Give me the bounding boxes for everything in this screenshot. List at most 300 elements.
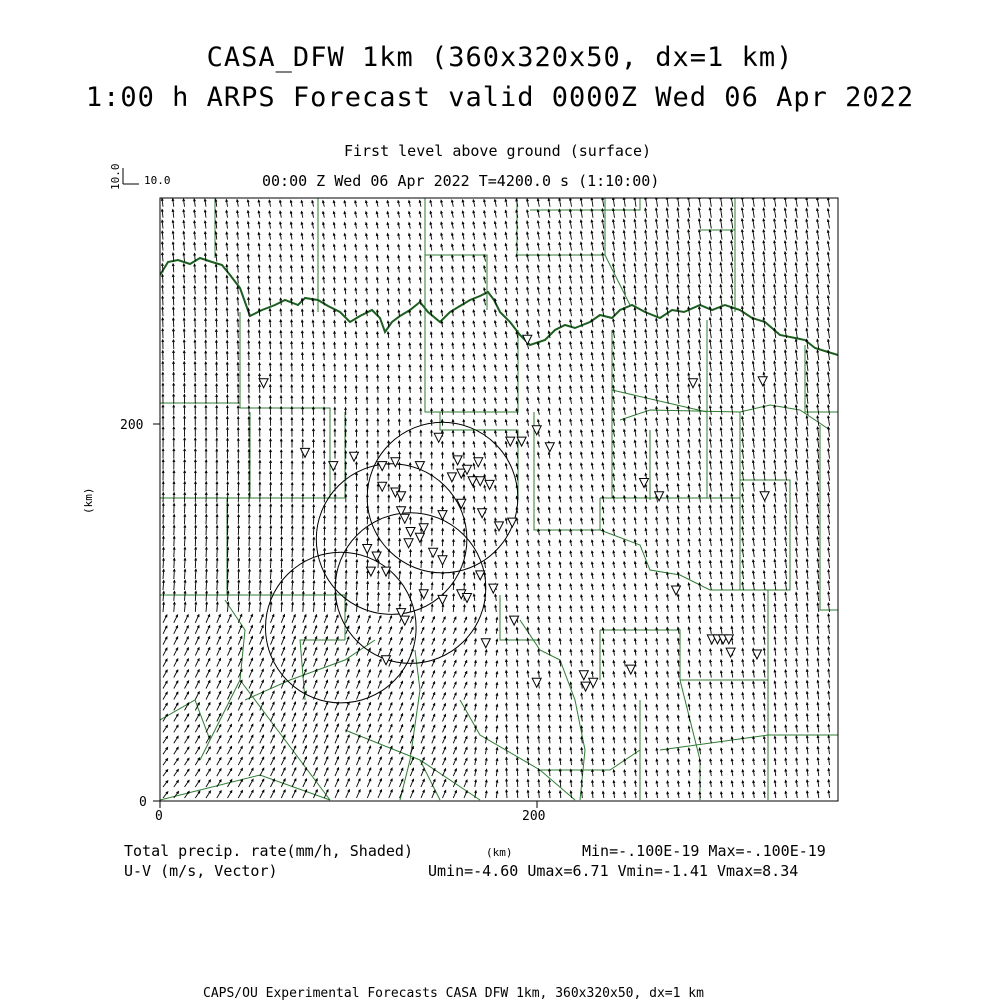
wind-vector <box>431 561 433 568</box>
wind-vector <box>591 485 593 491</box>
wind-vector <box>430 211 432 217</box>
wind-vector <box>709 252 711 262</box>
wind-vector <box>623 308 625 316</box>
wind-vector <box>742 384 744 393</box>
wind-vector <box>634 363 636 371</box>
wind-vector <box>634 694 636 700</box>
wind-vector <box>421 747 424 755</box>
wind-vector <box>752 340 754 350</box>
wind-vector <box>389 703 392 711</box>
wind-vector <box>357 670 360 678</box>
wind-vector <box>645 781 647 787</box>
wind-vector <box>409 245 411 251</box>
wind-vector <box>656 418 658 426</box>
wind-vector <box>344 277 346 283</box>
wind-vector <box>570 353 572 360</box>
wind-vector <box>216 537 218 547</box>
wind-vector <box>324 757 328 765</box>
wind-vector <box>377 571 379 579</box>
wind-vector <box>431 604 433 612</box>
wind-vector <box>365 212 367 218</box>
wind-vector <box>613 694 615 700</box>
wind-vector <box>656 617 658 623</box>
wind-vector <box>473 562 475 568</box>
wind-vector <box>634 418 636 425</box>
wind-vector <box>258 254 260 261</box>
wind-vector <box>570 769 572 776</box>
wind-vector <box>548 474 550 480</box>
wind-vector <box>441 354 443 360</box>
wind-vector <box>591 209 593 218</box>
wind-vector <box>742 571 744 579</box>
wind-vector <box>548 693 550 700</box>
wind-vector <box>324 768 328 776</box>
wind-vector <box>302 407 304 415</box>
wind-vector <box>484 332 486 338</box>
wind-vector <box>710 660 712 667</box>
wind-vector <box>259 515 261 524</box>
wind-vector <box>162 449 164 459</box>
wind-vector <box>580 463 582 469</box>
wind-vector <box>538 769 540 776</box>
wind-vector <box>806 526 808 535</box>
wind-vector <box>731 197 733 207</box>
wind-vector <box>313 472 315 480</box>
wind-vector <box>226 297 228 305</box>
wind-vector <box>688 627 690 634</box>
wind-vector <box>247 222 249 229</box>
wind-vector <box>763 704 765 711</box>
wind-vector <box>398 288 400 294</box>
wind-vector <box>323 223 325 229</box>
wind-vector <box>602 386 604 393</box>
wind-vector <box>346 681 349 689</box>
wind-vector <box>420 365 422 371</box>
wind-vector <box>655 241 657 250</box>
wind-vector <box>421 660 424 667</box>
wind-vector <box>400 703 403 710</box>
wind-vector <box>451 222 453 228</box>
wind-vector <box>731 329 733 339</box>
wind-vector <box>602 661 604 667</box>
wind-vector <box>742 638 744 645</box>
wind-vector <box>527 254 529 261</box>
wind-vector <box>731 230 733 240</box>
wind-vector <box>709 351 711 360</box>
wind-vector <box>183 329 185 338</box>
wind-vector <box>516 638 518 645</box>
wind-vector <box>431 441 433 447</box>
wind-legend-label: U-V (m/s, Vector) <box>124 862 278 880</box>
wind-vector <box>420 398 422 404</box>
wind-vector <box>806 791 808 798</box>
wind-vector <box>215 330 217 338</box>
wind-vector <box>162 340 164 349</box>
wind-vector <box>172 210 174 218</box>
wind-vector <box>485 693 487 699</box>
wind-vector <box>731 296 733 306</box>
wind-vector <box>205 406 207 415</box>
wind-vector <box>570 342 572 349</box>
wind-vector <box>817 482 819 492</box>
wind-vector <box>398 245 400 251</box>
wind-vector <box>827 252 829 261</box>
wind-vector <box>410 725 413 732</box>
wind-vector <box>463 387 465 393</box>
wind-vector <box>763 516 765 525</box>
wind-vector <box>570 254 572 262</box>
wind-vector <box>602 330 604 338</box>
wind-vector <box>237 308 239 316</box>
wind-vector <box>527 232 529 239</box>
wind-vector <box>238 548 240 558</box>
wind-vector <box>785 416 787 426</box>
wind-vector <box>271 615 274 623</box>
wind-vector <box>559 715 561 722</box>
wind-vector <box>667 781 669 787</box>
wind-vector <box>506 703 508 710</box>
wind-vector <box>335 615 338 623</box>
wind-vector <box>559 276 561 284</box>
wind-vector <box>464 747 467 754</box>
wind-vector <box>623 319 625 327</box>
wind-vector <box>527 758 529 765</box>
wind-vector <box>377 528 379 536</box>
wind-vector <box>699 561 701 568</box>
wind-vector <box>430 343 432 349</box>
wind-vector <box>538 573 540 579</box>
wind-vector <box>324 603 326 612</box>
wind-vector <box>796 747 798 754</box>
wind-vector <box>774 383 776 393</box>
wind-vector <box>216 362 218 371</box>
wind-vector <box>313 592 315 601</box>
wind-vector <box>443 617 446 623</box>
wind-vector <box>410 703 413 710</box>
wind-vector <box>259 385 261 393</box>
wind-vector <box>195 602 197 612</box>
wind-vector <box>260 768 264 776</box>
wind-vector <box>827 220 829 229</box>
wind-vector <box>463 453 465 459</box>
wind-vector <box>591 715 593 721</box>
wind-vector <box>774 560 776 568</box>
wind-vector <box>634 595 636 601</box>
wind-vector <box>484 233 486 240</box>
wind-vector <box>634 440 636 447</box>
wind-vector <box>613 319 615 327</box>
wind-vector <box>366 375 368 382</box>
wind-vector <box>612 231 614 240</box>
wind-vector <box>591 253 593 261</box>
wind-vector <box>677 561 679 568</box>
wind-vector <box>731 792 733 798</box>
wind-vector <box>602 726 604 732</box>
wind-vector <box>828 736 830 744</box>
wind-vector <box>516 703 518 710</box>
wind-vector <box>248 569 250 579</box>
wind-vector <box>742 759 744 765</box>
wind-vector <box>313 570 315 579</box>
wind-vector <box>742 351 744 361</box>
wind-vector <box>709 539 711 547</box>
wind-vector <box>420 376 422 382</box>
wind-vector <box>431 398 433 404</box>
wind-vector <box>388 495 390 502</box>
wind-vector <box>570 671 572 677</box>
wind-vector <box>496 694 498 700</box>
wind-vector <box>226 384 228 393</box>
wind-vector <box>271 746 275 754</box>
wind-vector <box>538 791 540 798</box>
wind-vector <box>463 431 465 437</box>
wind-vector <box>785 460 787 469</box>
wind-vector <box>548 464 550 470</box>
wind-vector <box>248 298 250 306</box>
wind-vector <box>238 636 242 644</box>
wind-vector <box>784 230 786 240</box>
wind-vector <box>731 583 733 591</box>
wind-vector <box>473 442 475 448</box>
wind-vector <box>271 779 275 787</box>
wind-vector <box>172 286 174 295</box>
wind-vector <box>570 661 572 667</box>
wind-vector <box>527 398 529 404</box>
wind-vector <box>742 483 744 492</box>
wind-vector <box>581 518 583 524</box>
wind-vector <box>505 321 507 327</box>
wind-vector <box>828 691 830 699</box>
wind-vector <box>333 212 335 218</box>
wind-vector <box>355 223 357 229</box>
wind-vector <box>613 595 615 601</box>
wind-vector <box>613 374 615 382</box>
wind-vector <box>602 231 604 240</box>
wind-vector <box>580 276 582 284</box>
wind-vector <box>677 759 679 765</box>
wind-vector <box>538 758 540 765</box>
wind-vector <box>432 704 435 711</box>
wind-vector <box>581 474 583 480</box>
wind-vector <box>763 329 765 339</box>
wind-vector <box>559 584 561 590</box>
wind-vector <box>731 781 733 787</box>
wind-vector <box>828 702 830 710</box>
wind-vector <box>505 398 507 404</box>
wind-vector <box>303 735 307 743</box>
wind-vector <box>527 704 529 711</box>
wind-vector <box>292 615 295 623</box>
wind-vector <box>355 354 357 361</box>
wind-vector <box>634 628 636 634</box>
wind-vector <box>645 219 647 228</box>
wind-vector <box>774 318 776 328</box>
wind-vector <box>259 580 261 590</box>
wind-vector <box>774 197 776 206</box>
wind-vector <box>505 573 507 579</box>
wind-vector <box>505 551 507 557</box>
wind-vector <box>720 538 722 546</box>
wind-vector <box>334 516 336 524</box>
wind-vector <box>323 233 325 239</box>
wind-vector <box>462 321 464 327</box>
wind-vector <box>399 550 401 558</box>
wind-vector <box>409 256 411 262</box>
wind-vector <box>419 223 421 229</box>
wind-vector <box>292 779 296 787</box>
wind-vector <box>313 461 315 469</box>
wind-vector <box>774 208 776 218</box>
wind-vector <box>720 406 722 415</box>
wind-vector <box>591 628 593 634</box>
wind-vector <box>624 584 626 590</box>
wind-vector <box>742 582 744 590</box>
wind-vector <box>634 242 636 251</box>
wind-vector <box>828 471 830 481</box>
wind-vector <box>204 264 206 272</box>
wind-vector <box>228 736 232 744</box>
wind-vector <box>217 659 221 667</box>
wind-vector <box>301 309 303 316</box>
wind-vector <box>194 210 196 218</box>
wind-vector <box>389 670 392 677</box>
wind-vector <box>494 277 496 284</box>
wind-vector <box>280 483 282 492</box>
wind-vector <box>280 287 282 294</box>
wind-vector <box>613 386 615 393</box>
wind-vector <box>774 328 776 338</box>
wind-vector <box>163 659 167 667</box>
wind-vector <box>763 416 765 425</box>
wind-vector <box>688 748 690 754</box>
wind-vector <box>216 504 218 514</box>
wind-vector <box>559 331 561 338</box>
wind-vector <box>817 515 819 524</box>
wind-vector <box>580 198 582 207</box>
wind-vector <box>485 737 487 744</box>
wind-vector <box>400 779 403 787</box>
wind-vector <box>688 660 690 666</box>
wind-vector <box>796 780 798 787</box>
wind-vector <box>624 518 626 525</box>
wind-vector <box>409 310 411 316</box>
wind-vector <box>398 267 400 273</box>
wind-vector <box>464 737 467 744</box>
wind-vector <box>162 405 164 415</box>
wind-vector <box>581 507 583 513</box>
wind-vector <box>667 661 669 667</box>
wind-vector <box>453 780 456 787</box>
wind-vector <box>172 221 174 229</box>
wind-vector <box>559 320 561 327</box>
wind-vector <box>645 726 647 732</box>
wind-vector <box>366 365 368 372</box>
wind-vector <box>291 342 293 349</box>
wind-vector <box>217 780 221 787</box>
wind-vector <box>162 383 164 393</box>
wind-vector <box>194 275 196 283</box>
wind-vector <box>323 418 325 426</box>
wind-vector <box>280 450 282 459</box>
wind-vector <box>538 540 540 546</box>
wind-vector <box>645 792 647 798</box>
wind-vector <box>688 384 690 393</box>
wind-vector <box>441 211 443 217</box>
wind-vector <box>206 626 210 634</box>
wind-vector <box>312 201 314 207</box>
wind-vector <box>763 670 765 677</box>
wind-vector <box>634 496 636 503</box>
wind-vector <box>292 735 296 743</box>
wind-vector <box>249 626 253 634</box>
wind-vector <box>228 669 232 677</box>
x-tick-200: 200 <box>522 809 545 824</box>
wind-vector <box>280 472 282 481</box>
wind-vector <box>281 526 283 535</box>
station-marker <box>438 595 447 604</box>
wind-vector <box>452 518 454 525</box>
wind-vector <box>238 504 240 513</box>
wind-vector <box>602 198 604 207</box>
wind-vector <box>366 441 368 448</box>
wind-vector <box>281 559 283 568</box>
wind-vector <box>410 572 412 580</box>
wind-vector <box>162 515 164 525</box>
wind-vector <box>408 234 410 240</box>
wind-vector <box>752 505 754 514</box>
wind-vector <box>709 318 711 327</box>
wind-vector <box>795 548 797 557</box>
wind-vector <box>505 475 507 481</box>
wind-vector <box>430 255 432 261</box>
wind-vector <box>699 726 701 732</box>
wind-vector <box>505 638 507 645</box>
wind-vector <box>602 286 604 294</box>
wind-vector <box>398 408 400 414</box>
wind-vector <box>731 627 733 634</box>
wind-vector <box>367 616 370 623</box>
wind-vector <box>570 331 572 338</box>
wind-vector <box>602 485 604 491</box>
wind-vector <box>484 485 486 491</box>
wind-vector <box>247 276 249 284</box>
wind-vector <box>431 496 433 503</box>
wind-vector <box>559 758 561 765</box>
wind-vector <box>666 473 668 481</box>
wind-vector <box>430 266 432 272</box>
wind-vector <box>710 781 712 787</box>
wind-vector <box>752 527 754 535</box>
wind-vector <box>227 428 229 437</box>
wind-vector <box>699 329 701 338</box>
wind-vector <box>376 245 378 251</box>
wind-vector <box>474 650 476 656</box>
wind-vector <box>195 714 199 722</box>
wind-vector <box>634 209 636 218</box>
wind-vector <box>655 230 657 239</box>
wind-vector <box>355 419 357 426</box>
wind-vector <box>226 417 228 426</box>
wind-vector <box>645 595 647 601</box>
wind-vector <box>742 516 744 524</box>
wind-vector <box>763 726 765 733</box>
wind-vector <box>291 581 293 590</box>
wind-vector <box>248 537 250 546</box>
wind-vector <box>269 428 271 437</box>
wind-vector <box>442 496 444 503</box>
wind-vector <box>537 254 539 261</box>
wind-vector <box>731 660 733 667</box>
